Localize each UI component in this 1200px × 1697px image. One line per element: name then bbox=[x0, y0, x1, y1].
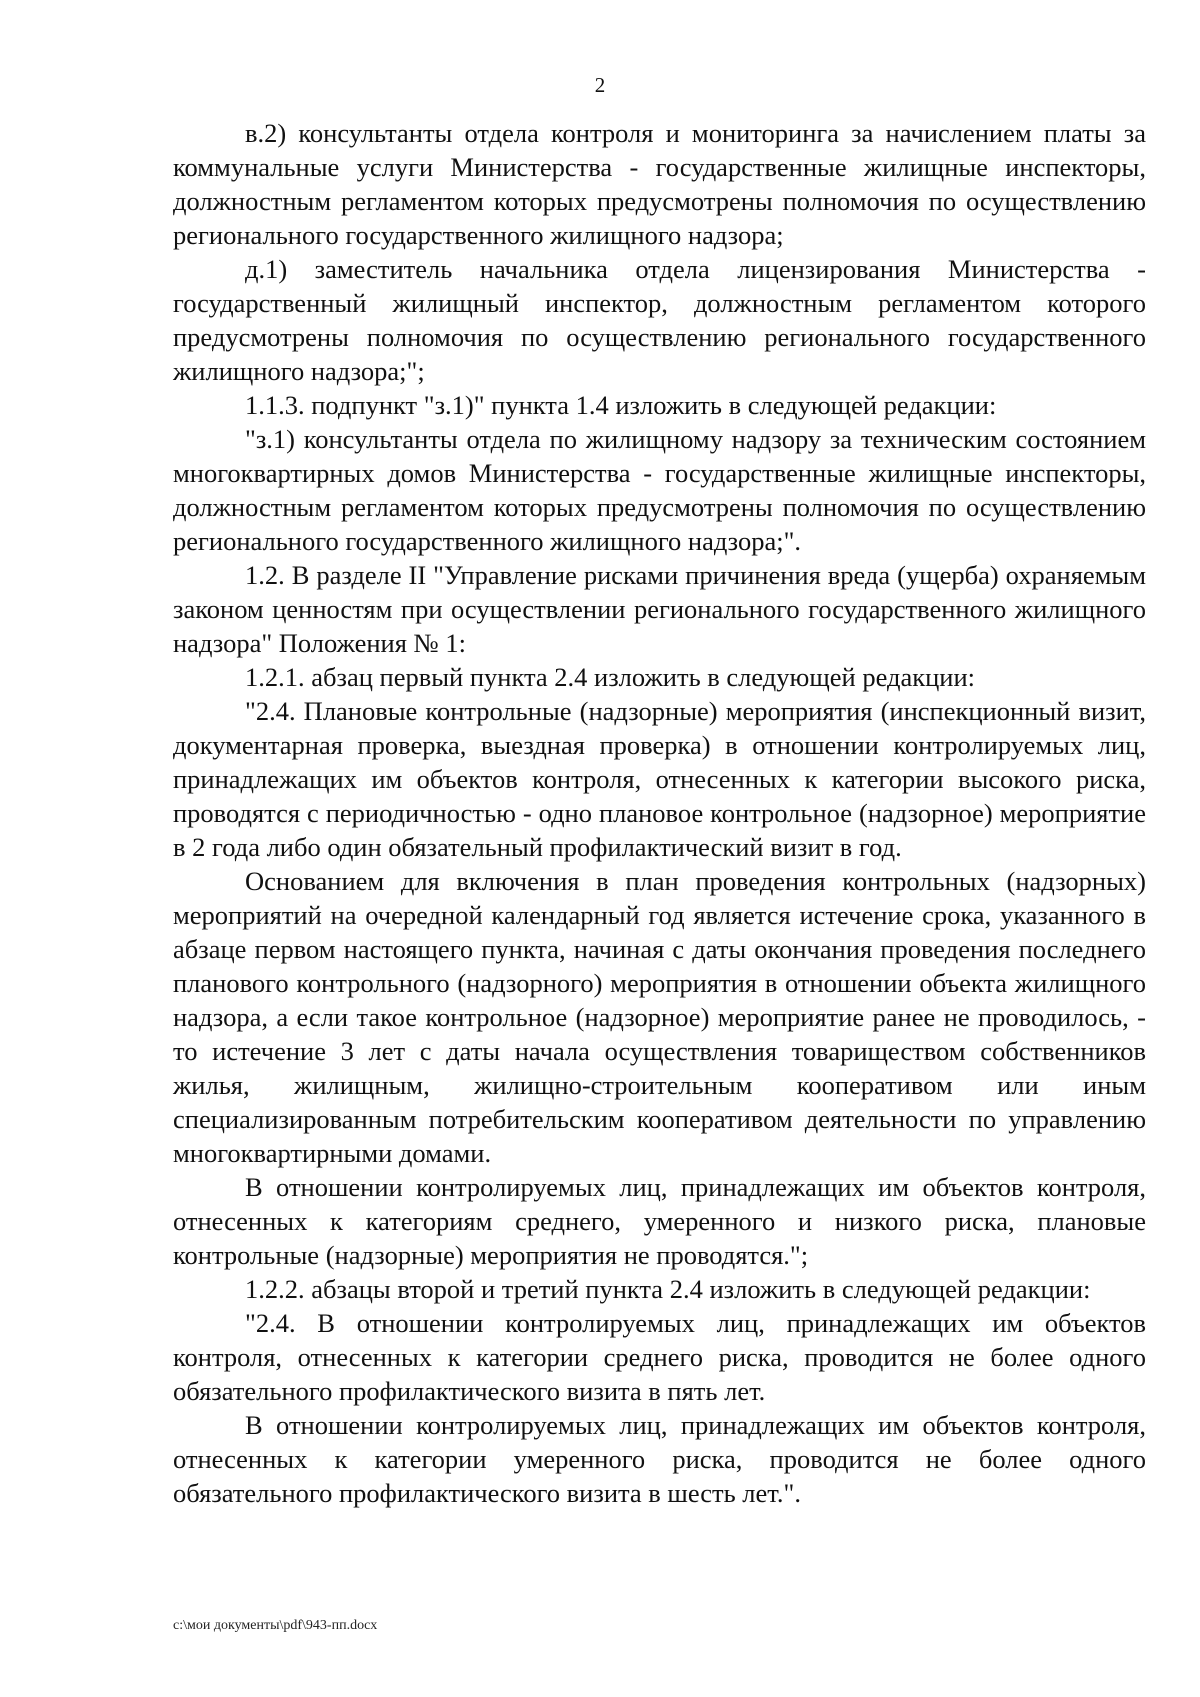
file-path-footer: c:\мои документы\pdf\943-пп.docx bbox=[173, 1618, 378, 1633]
paragraph: 1.2. В разделе II "Управление рисками причинения вреда (ущерба) охраняемым законом ценностям при осуществлении регионального государственного жилищного надзора" Положения № 1: bbox=[173, 560, 1146, 658]
paragraph: Основанием для включения в план проведения контрольных (надзорных) мероприятий на очередной календарный год является истечение срока, указанного в абзаце первом настоящего пункта, начиная с даты окончания проведения последнего планового контрольного (надзорного) мероприятия в отношении объекта жилищного надзора, а если такое контрольное (надзорное) мероприятие ранее не проводилось, - то истечение 3 лет с даты начала осуществления товариществом собственников жилья, жилищным, жилищно-строительным кооперативом или иным специализированным потребительским кооперативом деятельности по управлению многоквартирными домами. bbox=[173, 866, 1146, 1168]
paragraph: д.1) заместитель начальника отдела лицензирования Министерства - государственный жилищный инспектор, должностным регламентом которого предусмотрены полномочия по осуществлению регионального государственного жилищного надзора;"; bbox=[173, 254, 1146, 386]
paragraph: "2.4. В отношении контролируемых лиц, принадлежащих им объектов контроля, отнесенных к категории среднего риска, проводится не более одного обязательного профилактического визита в пять лет. bbox=[173, 1308, 1146, 1406]
paragraph: В отношении контролируемых лиц, принадлежащих им объектов контроля, отнесенных к категориям среднего, умеренного и низкого риска, плановые контрольные (надзорные) мероприятия не проводятся."; bbox=[173, 1172, 1146, 1270]
paragraph: в.2) консультанты отдела контроля и мониторинга за начислением платы за коммунальные услуги Министерства - государственные жилищные инспекторы, должностным регламентом которых предусмотрены полномочия по осуществлению регионального государственного жилищного надзора; bbox=[173, 118, 1146, 250]
document-body bbox=[173, 116, 1146, 1510]
paragraph: 1.2.1. абзац первый пункта 2.4 изложить в следующей редакции: bbox=[245, 662, 976, 692]
page-number: 2 bbox=[594, 73, 606, 97]
paragraph: "з.1) консультанты отдела по жилищному надзору за техническим состоянием многоквартирных домов Министерства - государственные жилищные инспекторы, должностным регламентом которых предусмотрены полномочия по осуществлению регионального государственного жилищного надзора;". bbox=[173, 424, 1146, 556]
paragraph: 1.1.3. подпункт "з.1)" пункта 1.4 изложить в следующей редакции: bbox=[245, 390, 997, 420]
paragraph: 1.2.2. абзацы второй и третий пункта 2.4 изложить в следующей редакции: bbox=[245, 1274, 1091, 1304]
paragraph: "2.4. Плановые контрольные (надзорные) мероприятия (инспекционный визит, документарная проверка, выездная проверка) в отношении контролируемых лиц, принадлежащих им объектов контроля, отнесенных к категории высокого риска, проводятся с периодичностью - одно плановое контрольное (надзорное) мероприятие в 2 года либо один обязательный профилактический визит в год. bbox=[173, 696, 1146, 862]
paragraph: В отношении контролируемых лиц, принадлежащих им объектов контроля, отнесенных к категории умеренного риска, проводится не более одного обязательного профилактического визита в шесть лет.". bbox=[173, 1410, 1146, 1508]
